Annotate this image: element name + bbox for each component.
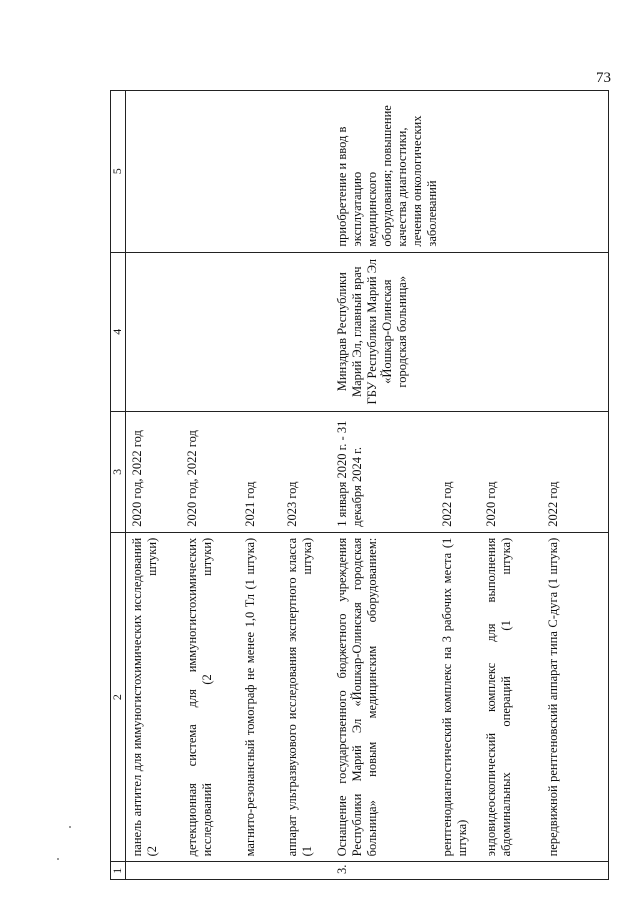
table-row [546,91,608,880]
date-cell: 2021 год [243,411,285,532]
table-row [130,91,185,880]
responsible-cell [546,252,608,411]
item-text: Оснащение государственного бюджетного учреждения Республики Марий Эл «Йошкар-Олинская городская больница» новым медицинским оборудованием: [335,537,379,857]
table-row [440,91,484,880]
row-number [440,862,484,880]
table-header-row [111,91,126,880]
item-text: магнито-резонансный томограф не менее 1,0 Тл (1 штука) [243,537,257,857]
item-cell [185,532,243,862]
item-text: детекционная система для иммуногистохимических исследований (2 штуки) [185,537,214,857]
result-cell [130,91,185,253]
responsible-cell [130,252,185,411]
item-text: передвижной рентгеновский аппарат типа С-дуга (1 штука) [546,537,560,857]
date-cell: 2022 год [546,411,608,532]
date-cell: 2022 год [440,411,484,532]
item-text: панель антител для иммуногистохимических исследований (2 штуки) [130,537,159,857]
table-row [335,91,440,880]
column-header-2: 2 [111,532,126,862]
item-cell [335,532,440,862]
responsible-cell [440,252,484,411]
row-number [546,862,608,880]
date-cell: 1 января 2020 г. - 31 декабря 2024 г. [335,411,440,532]
date-cell: 2020 год, 2022 год [130,411,185,532]
column-header-5: 5 [111,91,126,253]
result-cell [243,91,285,253]
page-number: 73 [596,70,611,86]
result-cell [484,91,546,253]
item-cell [440,532,484,862]
table-row [185,91,243,880]
column-header-3: 3 [111,411,126,532]
item-text: рентгенодиагностический комплекс на 3 рабочих места (1 штука) [440,537,469,857]
date-cell: 2023 год [285,411,335,532]
date-cell: 2020 год, 2022 год [185,411,243,532]
row-number [484,862,546,880]
result-cell: приобретение и ввод в эксплуатацию медицинского оборудования; повышение качества диагностики, лечения онкологических заболеваний [335,91,440,253]
row-number [285,862,335,880]
responsible-cell [243,252,285,411]
rotated-table-container [110,90,640,880]
row-number [243,862,285,880]
equipment-table [110,90,609,880]
item-cell [546,532,608,862]
result-cell [185,91,243,253]
column-header-1: 1 [111,862,126,880]
result-cell [546,91,608,253]
column-header-4: 4 [111,252,126,411]
row-number: 3. [335,862,440,880]
table-row [484,91,546,880]
date-cell: 2020 год [484,411,546,532]
responsible-cell [285,252,335,411]
item-text: эндовидеоскопический комплекс для выполнения абдоминальных операций (1 штука) [484,537,513,857]
item-cell [285,532,335,862]
result-cell [440,91,484,253]
item-text: аппарат ультразвукового исследования экспертного класса (1 штука) [285,537,314,857]
scan-speck [57,858,59,860]
scan-speck [69,826,71,828]
row-number [185,862,243,880]
row-number [130,862,185,880]
responsible-cell [484,252,546,411]
responsible-cell [185,252,243,411]
table-row [285,91,335,880]
item-cell [130,532,185,862]
item-cell [484,532,546,862]
responsible-cell: Минздрав Республики Марий Эл, главный врач ГБУ Республики Марий Эл «Йошкар-Олинская городская больница» [335,252,440,411]
result-cell [285,91,335,253]
table-row [243,91,285,880]
item-cell [243,532,285,862]
